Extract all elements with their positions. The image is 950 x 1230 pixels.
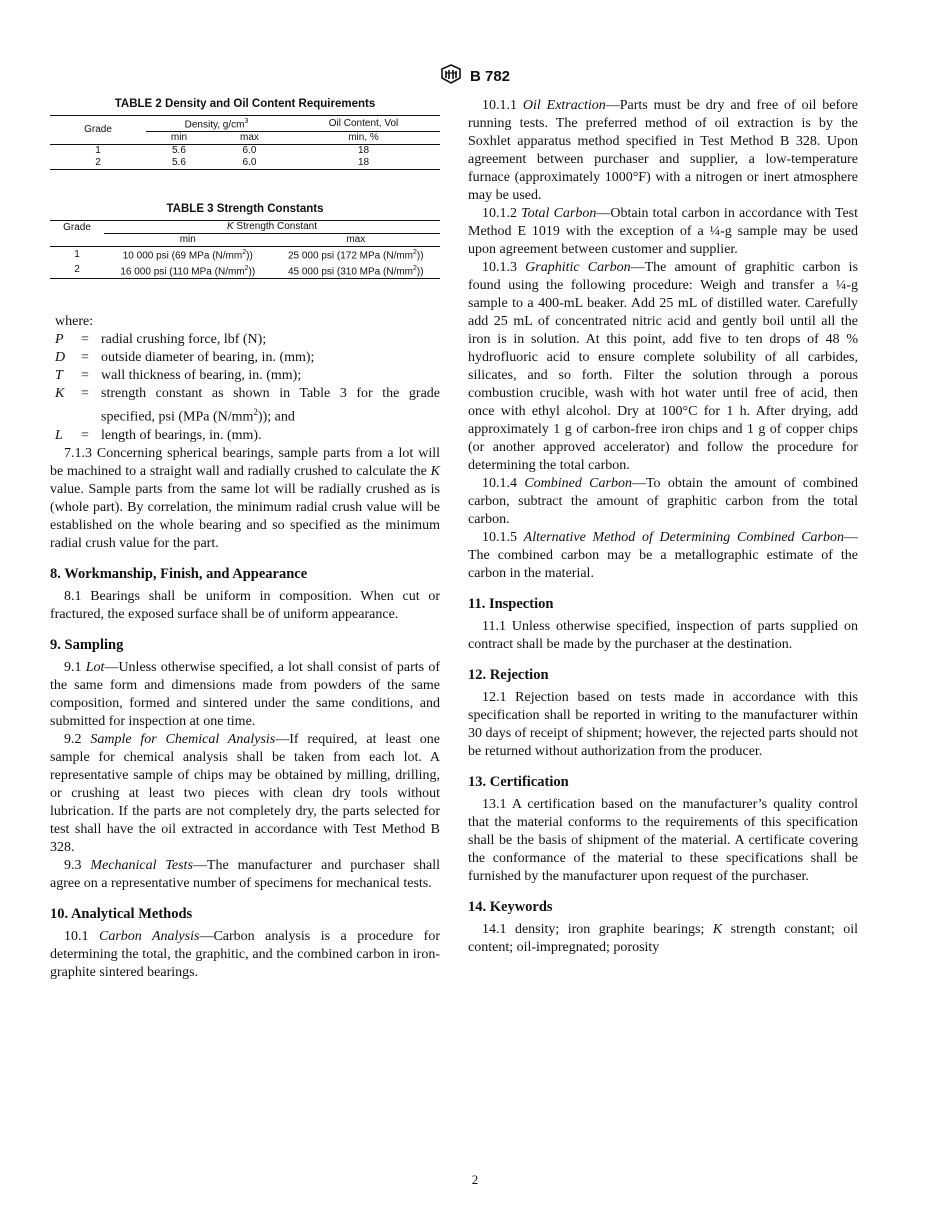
table3-sub-min: min bbox=[179, 234, 196, 246]
paragraph-9-3: 9.3 Mechanical Tests—The manufacturer and purchaser shall agree on a representative number of specimens for mechanical tests. bbox=[50, 857, 440, 891]
section-heading-8: 8. Workmanship, Finish, and Appearance bbox=[50, 565, 308, 582]
paragraph-7-1-3: 7.1.3 Concerning spherical bearings, sample parts from a lot will be machined to a straight wall and radially crushed to calculate the K value. Sample parts from the same lot will be radially crushed as is (whole part). By correlation, the minimum radial crush value will be established on the whole bearing and so specified as the minimum radial crush value for the part. bbox=[50, 445, 440, 551]
paragraph-10-1-3: 10.1.3 Graphitic Carbon—The amount of graphitic carbon is found using the following procedure: Weigh and transfer a ¼-g sample to a 400-mL beaker. Add 25 mL of distilled water. Carefully add 25 mL of concentrated nitric acid and gently boil until all the iron is in solution. At this point, add five to ten drops of 48 % hydrofluoric acid to ensure complete solubility of all carbides, silicates, and so forth. Filter the solution through a porous combustion crucible, wash with hot water until free of acid, then once with ethyl alcohol. Dry at 100°C for 1 h. After drying, add approximately 1 g of carbon-free iron chips and 1 g of copper chips (or another approved accelerator) and follow the procedure for determining the total carbon. bbox=[468, 260, 859, 473]
page-header bbox=[0, 64, 950, 89]
table2-sub-oil-min: min, % bbox=[348, 132, 379, 144]
paragraph-10-1: 10.1 Carbon Analysis—Carbon analysis is a procedure for determining the total, the graphitic, and the combined carbon in iron-graphite sintered bearings. bbox=[50, 928, 440, 980]
right-column bbox=[468, 97, 858, 957]
table2-sub-min: min bbox=[170, 132, 188, 144]
list-item: P = radial crushing force, lbf (N); bbox=[55, 331, 267, 347]
where-list bbox=[55, 313, 440, 445]
table2-title: TABLE 2 Density and Oil Content Requirements bbox=[114, 98, 376, 110]
table3-sub-max: max bbox=[346, 234, 366, 246]
paragraph-10-1-2: 10.1.2 Total Carbon—Obtain total carbon in accordance with Test Method E 1019 with the exception of a ¼-g sample may be used upon agreement between customer and supplier. bbox=[468, 206, 858, 257]
section-heading-11: 11. Inspection bbox=[468, 596, 554, 612]
table3-col-grade: Grade bbox=[50, 221, 104, 234]
list-item: D = outside diameter of bearing, in. (mm); bbox=[55, 349, 315, 365]
table-row: 1 5.6 6.0 18 bbox=[50, 145, 440, 158]
table2-sub-max: max bbox=[240, 132, 259, 144]
document-number: B 782 bbox=[469, 68, 511, 85]
table-row: 2 16 000 psi (110 MPa $(N/mm^2)$) 45 000 psi (310 MPa $(N/mm^2)$) bbox=[50, 263, 440, 279]
paragraph-10-1-5: 10.1.5 Alternative Method of Determining Combined Carbon—The combined carbon may be a metallographic estimate of the carbon in the material. bbox=[468, 530, 858, 581]
page-number: 2 bbox=[471, 1172, 479, 1187]
astm-logo-icon bbox=[440, 64, 462, 89]
table2-density-oil bbox=[50, 115, 440, 170]
table-row: 2 5.6 6.0 18 bbox=[50, 157, 440, 170]
table2-col-oil: Oil Content, Vol bbox=[287, 116, 440, 132]
table3-title: TABLE 3 Strength Constants bbox=[166, 203, 324, 216]
paragraph-10-1-1: 10.1.1 Oil Extraction—Parts must be dry and free of oil before running tests. The preferred method of oil extraction is by the Soxhlet apparatus method specified in Test Method B 328. Upon agreement between purchaser and supplier, a low-temperature furnace (approximately 1000°F) with a nitrogen or inert atmosphere may be used. bbox=[468, 98, 859, 203]
left-column bbox=[50, 97, 440, 982]
where-label: where: bbox=[55, 313, 94, 329]
paragraph-13-1: 13.1 A certification based on the manufacturer’s quality control that the material conforms to the requirements of this specification shall be the basis of shipment of the material. A certificate covering the conformance of the material to these specifications shall be furnished by the manufacturer upon request of the purchaser. bbox=[468, 797, 858, 884]
section-heading-9: 9. Sampling bbox=[50, 636, 124, 653]
paragraph-9-2: 9.2 Sample for Chemical Analysis—If required, at least one sample for chemical analysis shall be taken from each lot. A representative sample of chips may be obtained by milling, drilling, or crushing at least two pieces with clean dry tools without lubrication. If the parts are not completely dry, the parts selected for test shall have the oil extracted in accordance with Test Method B 328. bbox=[50, 731, 440, 855]
table2-col-density: Density, $g/cm^3$ bbox=[146, 116, 287, 132]
paragraph-9-1: 9.1 Lot—Unless otherwise specified, a lot shall consist of parts of the same form and dimensions made from powders of the same composition, formed and sintered under the same conditions, and submitted for inspection at one time. bbox=[50, 659, 441, 729]
section-heading-14: 14. Keywords bbox=[468, 899, 553, 915]
paragraph-12-1: 12.1 Rejection based on tests made in accordance with this specification shall be reported in writing to the manufacturer within 30 days of receipt of shipment; however, the rejected parts should not be returned without authorization from the producer. bbox=[468, 690, 858, 759]
list-item: K = strength constant as shown in Table 3 for the grade specified, psi (MPa $(N/mm^2)$); and bbox=[55, 385, 440, 425]
paragraph-8-1: 8.1 Bearings shall be uniform in composition. When cut or fractured, the exposed surface shall be of uniform appearance. bbox=[50, 588, 440, 622]
section-heading-10: 10. Analytical Methods bbox=[50, 905, 193, 922]
table3-strength-constants bbox=[50, 220, 440, 279]
paragraph-14-1: 14.1 density; iron graphite bearings; K strength constant; oil content; oil-impregnated; porosity bbox=[468, 922, 858, 955]
table2-col-grade: Grade bbox=[50, 116, 146, 145]
list-item: L = length of bearings, in. (mm). bbox=[55, 427, 262, 443]
section-heading-13: 13. Certification bbox=[468, 774, 569, 790]
table-row: 1 10 000 psi (69 MPa $(N/mm^2)$) 25 000 psi (172 MPa $(N/mm^2)$) bbox=[50, 247, 440, 263]
list-item: T = wall thickness of bearing, in. (mm); bbox=[55, 367, 302, 383]
paragraph-10-1-4: 10.1.4 Combined Carbon—To obtain the amount of combined carbon, subtract the amount of graphitic carbon from the total carbon. bbox=[468, 476, 858, 527]
paragraph-11-1: 11.1 Unless otherwise specified, inspection of parts supplied on contract shall be made by the purchaser at the destination. bbox=[468, 619, 858, 652]
section-heading-12: 12. Rejection bbox=[468, 667, 549, 683]
table3-col-k: K Strength Constant bbox=[104, 221, 440, 234]
